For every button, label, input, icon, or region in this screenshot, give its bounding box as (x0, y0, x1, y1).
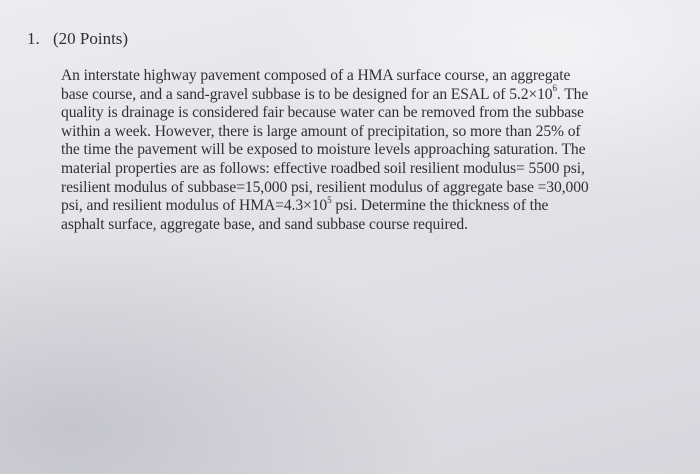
body-line-5: the time the pavement will be exposed to moisture levels approaching saturation. The (61, 141, 586, 159)
question-number: 1. (27, 29, 40, 48)
body-line-2-text: base course, and a sand-gravel subbase is to be designed for an ESAL of 5.2×10 (61, 85, 553, 103)
body-line-2 (61, 83, 681, 105)
body-line-8-end: psi. Determine the thickness of the (331, 197, 549, 215)
question-body (61, 67, 681, 234)
body-line-9: asphalt surface, aggregate base, and sand subbase course required. (61, 215, 468, 233)
body-line-4: within a week. However, there is large amount of precipitation, so more than 25% of (61, 122, 581, 140)
question-points: (20 Points) (53, 29, 129, 48)
body-line-2-end: . The (556, 85, 589, 103)
body-line-6: material properties are as follows: effective roadbed soil resilient modulus= 5500 psi, (61, 159, 585, 177)
body-line-8-text: psi, and resilient modulus of HMA=4.3×10 (61, 197, 328, 215)
body-line-3: quality is drainage is considered fair because water can be removed from the subbase (61, 104, 584, 122)
body-line-1: An interstate highway pavement composed of a HMA surface course, an aggregate (61, 67, 571, 84)
body-line-7: resilient modulus of subbase=15,000 psi, resilient modulus of aggregate base =30,000 (61, 178, 589, 196)
hma-modulus-exponent: 5 (327, 194, 332, 205)
question-header (27, 29, 128, 49)
body-line-8 (61, 194, 681, 216)
esal-exponent: 6 (552, 83, 557, 94)
